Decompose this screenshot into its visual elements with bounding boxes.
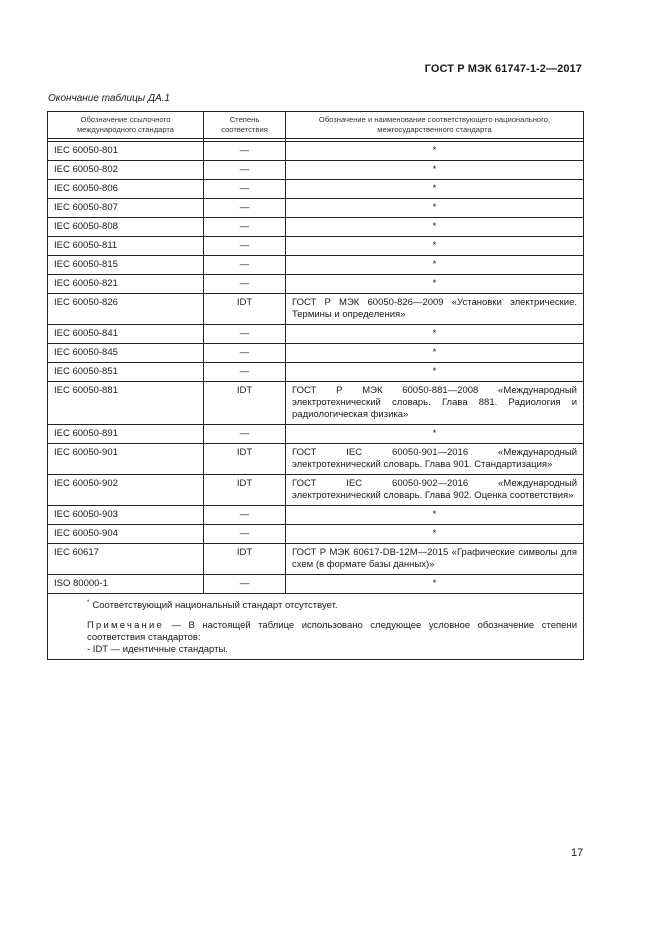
note: [54, 620, 577, 644]
notes-cell: [48, 594, 584, 660]
note-legend: - IDT — идентичные стандарты.: [87, 644, 228, 655]
degree-cell: —: [204, 575, 286, 594]
degree-cell: —: [204, 525, 286, 544]
degree-cell: IDT: [204, 475, 286, 506]
national-standard-cell: ГОСТ IEC 60050-901—2016 «Международный электротехнический словарь. Глава 901. Стандартизация»: [286, 444, 584, 475]
footnote-mark: *: [87, 600, 90, 606]
degree-cell: IDT: [204, 444, 286, 475]
table-row: [48, 344, 584, 363]
international-standard-cell: IEC 60050-902: [48, 475, 204, 506]
table-row: [48, 444, 584, 475]
international-standard-cell: IEC 60050-807: [48, 199, 204, 218]
degree-cell: IDT: [204, 544, 286, 575]
national-standard-cell: ГОСТ IEC 60050-902—2016 «Международный электротехнический словарь. Глава 902. Оценка соответствия»: [286, 475, 584, 506]
table-row: [48, 142, 584, 161]
page-number: 17: [571, 847, 584, 859]
degree-cell: —: [204, 275, 286, 294]
national-standard-cell: *: [286, 161, 584, 180]
table-row: [48, 180, 584, 199]
table-row: [48, 363, 584, 382]
table-row: [48, 237, 584, 256]
international-standard-cell: IEC 60050-881: [48, 382, 204, 425]
national-standard-cell: *: [286, 363, 584, 382]
table-header-row: [48, 112, 584, 139]
note-text: — В настоящей таблице использовано следующее условное обозначение степени соответствия стандартов:: [87, 620, 577, 643]
column-header-national: Обозначение и наименование соответствующего национального, межгосударственного стандарта: [286, 112, 584, 139]
international-standard-cell: IEC 60050-808: [48, 218, 204, 237]
degree-cell: —: [204, 218, 286, 237]
column-header-international: Обозначение ссылочного международного стандарта: [48, 112, 204, 139]
degree-cell: —: [204, 199, 286, 218]
table-row: [48, 161, 584, 180]
table-row: [48, 575, 584, 594]
national-standard-cell: *: [286, 237, 584, 256]
degree-cell: —: [204, 363, 286, 382]
international-standard-cell: IEC 60050-801: [48, 142, 204, 161]
national-standard-cell: ГОСТ Р МЭК 60050-826—2009 «Установки электрические. Термины и определения»: [286, 294, 584, 325]
national-standard-cell: *: [286, 344, 584, 363]
degree-cell: —: [204, 344, 286, 363]
table-body: [48, 142, 584, 594]
degree-cell: —: [204, 161, 286, 180]
table-row: [48, 199, 584, 218]
national-standard-cell: ГОСТ Р МЭК 60617-DB-12M—2015 «Графические символы для схем (в формате базы данных)»: [286, 544, 584, 575]
national-standard-cell: *: [286, 180, 584, 199]
international-standard-cell: ISO 80000-1: [48, 575, 204, 594]
national-standard-cell: *: [286, 218, 584, 237]
degree-cell: —: [204, 256, 286, 275]
table-row: [48, 475, 584, 506]
international-standard-cell: IEC 60050-821: [48, 275, 204, 294]
notes-row: [48, 594, 584, 660]
international-standard-cell: IEC 60050-901: [48, 444, 204, 475]
column-header-degree: Степень соответствия: [204, 112, 286, 139]
international-standard-cell: IEC 60617: [48, 544, 204, 575]
footnote: [54, 597, 577, 612]
table-row: [48, 256, 584, 275]
degree-cell: —: [204, 180, 286, 199]
international-standard-cell: IEC 60050-806: [48, 180, 204, 199]
degree-cell: IDT: [204, 382, 286, 425]
degree-cell: —: [204, 237, 286, 256]
international-standard-cell: IEC 60050-904: [48, 525, 204, 544]
table-row: [48, 506, 584, 525]
national-standard-cell: ГОСТ Р МЭК 60050-881—2008 «Международный электротехнический словарь. Глава 881. Радиология и радиологическая физика»: [286, 382, 584, 425]
national-standard-cell: *: [286, 506, 584, 525]
national-standard-cell: *: [286, 199, 584, 218]
table-row: [48, 382, 584, 425]
international-standard-cell: IEC 60050-903: [48, 506, 204, 525]
national-standard-cell: *: [286, 142, 584, 161]
national-standard-cell: *: [286, 256, 584, 275]
national-standard-cell: *: [286, 425, 584, 444]
table-row: [48, 275, 584, 294]
degree-cell: —: [204, 425, 286, 444]
table-row: [48, 525, 584, 544]
national-standard-cell: *: [286, 325, 584, 344]
international-standard-cell: IEC 60050-826: [48, 294, 204, 325]
reference-table: [47, 111, 584, 660]
degree-cell: —: [204, 506, 286, 525]
table-row: [48, 425, 584, 444]
international-standard-cell: IEC 60050-811: [48, 237, 204, 256]
national-standard-cell: *: [286, 275, 584, 294]
note-label: Примечание: [87, 620, 164, 631]
international-standard-cell: IEC 60050-851: [48, 363, 204, 382]
international-standard-cell: IEC 60050-802: [48, 161, 204, 180]
national-standard-cell: *: [286, 525, 584, 544]
table-caption: Окончание таблицы ДА.1: [48, 93, 170, 104]
degree-cell: —: [204, 325, 286, 344]
degree-cell: —: [204, 142, 286, 161]
international-standard-cell: IEC 60050-845: [48, 344, 204, 363]
international-standard-cell: IEC 60050-815: [48, 256, 204, 275]
footnote-text: Соответствующий национальный стандарт отсутствует.: [92, 600, 338, 611]
table-row: [48, 294, 584, 325]
degree-cell: IDT: [204, 294, 286, 325]
table-row: [48, 218, 584, 237]
table-row: [48, 544, 584, 575]
international-standard-cell: IEC 60050-891: [48, 425, 204, 444]
international-standard-cell: IEC 60050-841: [48, 325, 204, 344]
document-code: ГОСТ Р МЭК 61747-1-2—2017: [424, 63, 582, 75]
national-standard-cell: *: [286, 575, 584, 594]
table-row: [48, 325, 584, 344]
